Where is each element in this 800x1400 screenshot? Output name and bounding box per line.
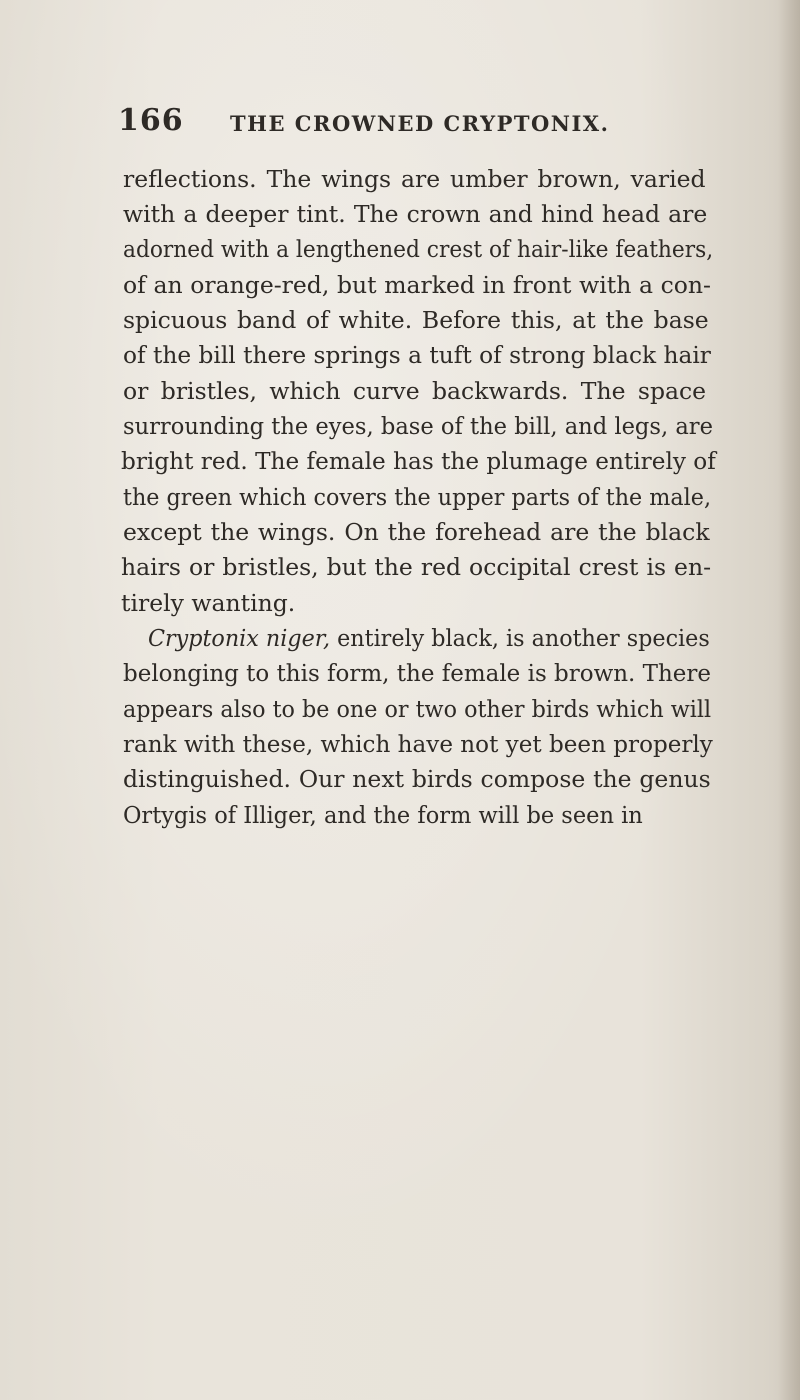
text-line	[123, 657, 711, 689]
text-line	[123, 269, 711, 301]
text-line	[123, 516, 711, 548]
text-line	[123, 410, 713, 442]
text-span: appears also to be one or two other birds which will	[123, 695, 712, 723]
text-span: surrounding the eyes, base of the bill, and legs, are	[123, 412, 713, 440]
text-line	[121, 445, 716, 477]
text-line	[123, 375, 711, 407]
text-span: except the wings. On the forehead are the black	[123, 518, 710, 546]
text-line	[121, 587, 321, 619]
text-line	[123, 799, 643, 831]
text-span: distinguished. Our next birds compose the genus	[123, 765, 711, 793]
text-line	[123, 728, 713, 760]
running-title: THE CROWNED CRYPTONIX.	[230, 111, 610, 136]
text-span: spicuous band of white. Before this, at the base	[123, 306, 709, 334]
text-span: or bristles, which curve backwards. The space	[123, 377, 707, 405]
text-span: hairs or bristles, but the red occipital crest is en-	[121, 553, 712, 581]
text-line	[121, 551, 711, 583]
page-number: 166	[118, 103, 184, 138]
text-line	[123, 233, 714, 265]
text-span: of an orange-red, but marked in front with a con-	[123, 271, 711, 299]
text-line	[123, 763, 711, 795]
text-line	[123, 339, 711, 371]
text-span: with a deeper tint. The crown and hind head are	[123, 200, 708, 228]
text-span: reflections. The wings are umber brown, varied	[123, 165, 706, 193]
text-line	[123, 163, 708, 195]
text-line	[123, 198, 708, 230]
page-edge-shadow	[778, 0, 800, 1400]
page-header	[118, 103, 678, 143]
text-line	[123, 481, 712, 513]
text-span: of the bill there springs a tuft of strong black hair	[123, 341, 711, 369]
text-span: rank with these, which have not yet been properly	[123, 730, 713, 758]
text-span: adorned with a lengthened crest of hair-like feathers,	[123, 235, 714, 263]
text-span: Ortygis of Illiger, and the form will be seen in	[123, 801, 643, 829]
text-span: entirely black, is another species	[330, 624, 710, 652]
text-span: belonging to this form, the female is brown. There	[123, 659, 711, 687]
text-line	[148, 622, 710, 654]
text-span: bright red. The female has the plumage entirely of	[121, 447, 716, 475]
species-name: Cryptonix niger,	[148, 624, 331, 652]
text-line	[123, 693, 712, 725]
text-line	[123, 304, 711, 336]
text-span: tirely wanting.	[121, 589, 296, 617]
text-span: the green which covers the upper parts of the male,	[123, 483, 712, 511]
